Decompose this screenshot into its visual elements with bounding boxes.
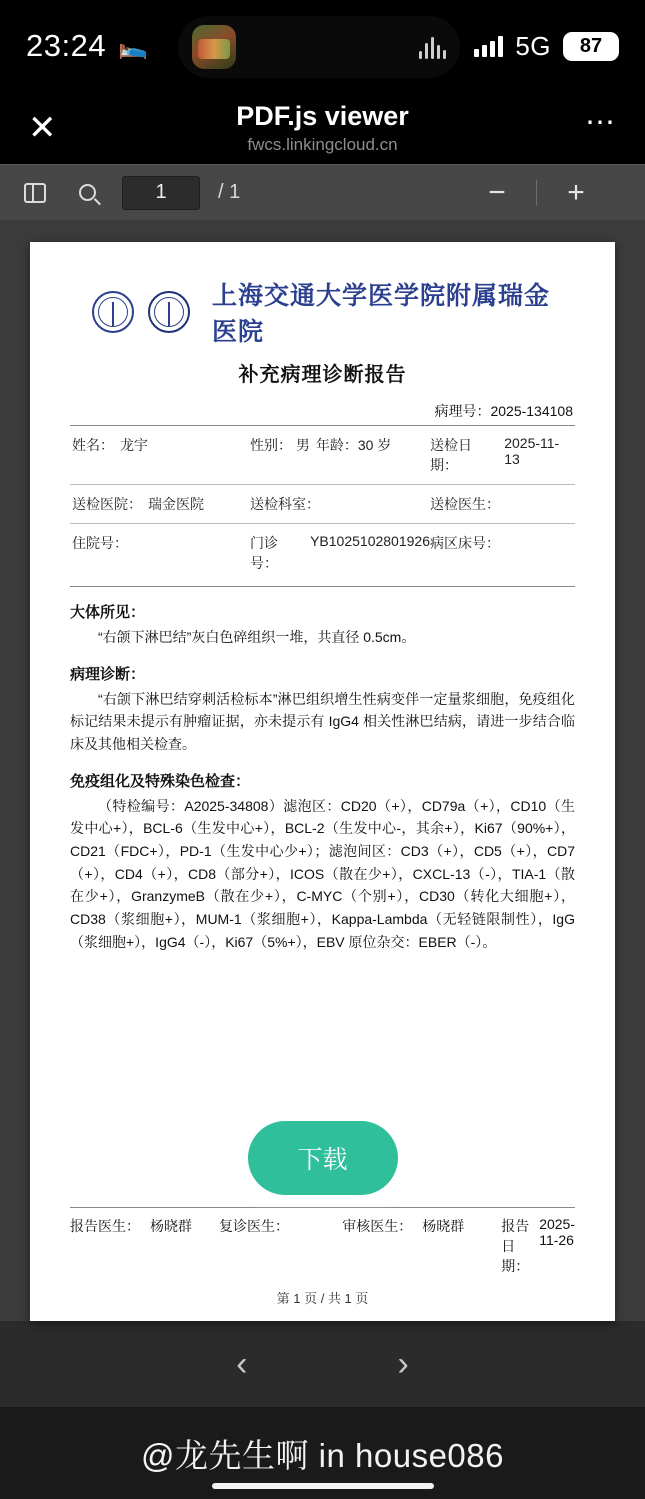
field-label: 住院号： (72, 535, 128, 551)
media-thumbnail-icon[interactable] (192, 25, 236, 69)
page-number-input[interactable] (122, 176, 200, 210)
sidebar-toggle-icon[interactable] (18, 176, 52, 210)
zoom-in-button[interactable]: + (567, 175, 585, 209)
field-label: 性别： 男 (250, 437, 310, 453)
status-time: 23:24 (26, 28, 107, 63)
app-title-block (0, 92, 645, 164)
more-options-icon[interactable]: ⋯ (585, 106, 617, 139)
battery-indicator: 87 (563, 32, 619, 61)
pdf-viewer[interactable] (0, 220, 645, 1321)
section-body-gross: “右颌下淋巴结”灰白色碎组织一堆，共直径 0.5cm。 (98, 629, 416, 645)
pdf-toolbar (0, 164, 645, 220)
field-value: 瑞金医院 (148, 496, 204, 512)
footer-value: 2025-11-26 (539, 1216, 576, 1249)
footer-label: 报告医生： (70, 1218, 140, 1235)
field-label: 送检医生： (430, 496, 500, 512)
download-button[interactable]: 下载 (248, 1121, 398, 1195)
page-title: PDF.js viewer (236, 101, 409, 131)
report-title: 补充病理诊断报告 (238, 364, 407, 386)
field-label: 送检医院： (72, 496, 142, 512)
footer-label: 复诊医生： (219, 1218, 290, 1235)
field-label: 姓名： (72, 437, 114, 453)
footer-label: 审核医生： (342, 1218, 413, 1235)
field-value: YB1025102801926 (310, 533, 430, 549)
zoom-controls (482, 175, 627, 209)
field-label: 送检日期： (430, 437, 472, 473)
section-body-diagnosis: “右颌下淋巴结穿刺活检标本”淋巴组织增生性病变伴一定量浆细胞，免疫组化标记结果未提示有肿瘤证据，亦未提示有 IgG4 相关性淋巴结病，请进一步结合临床及其他相关检查。 (70, 690, 575, 753)
section-heading-gross: 大体所见： (70, 604, 146, 621)
toolbar-divider (536, 180, 537, 206)
signal-strength-icon (474, 35, 503, 57)
network-type-label: 5G (515, 30, 551, 61)
status-indicators (474, 31, 619, 62)
zoom-out-button[interactable]: − (488, 175, 506, 209)
watermark-bar (0, 1407, 645, 1499)
page-total-label: / 1 (218, 181, 241, 203)
app-header (0, 92, 645, 164)
patient-info-row (70, 426, 575, 484)
chevron-left-icon[interactable]: ‹ (236, 1344, 248, 1383)
status-bar (0, 0, 645, 92)
section-heading-diagnosis: 病理诊断： (70, 665, 146, 683)
audio-waveform-icon (419, 35, 446, 59)
field-value: 2025-11-13 (504, 435, 560, 467)
report-footer (70, 1208, 575, 1276)
footer-value: 杨晓群 (422, 1218, 465, 1235)
field-label: 病区床号： (430, 535, 500, 551)
section-heading-immunohistochemistry: 免疫组化及特殊染色检查： (70, 772, 251, 790)
footer-value: 杨晓群 (150, 1218, 192, 1235)
report-number-value: 2025-134108 (490, 403, 573, 419)
hospital-name: 上海交通大学医学院附属瑞金医院 (212, 282, 551, 346)
dynamic-island[interactable] (178, 16, 460, 78)
divider (70, 586, 575, 587)
close-icon[interactable]: ✕ (28, 109, 57, 147)
page-url: fwcs.linkingcloud.cn (247, 135, 398, 154)
chevron-right-icon[interactable]: › (397, 1344, 409, 1383)
patient-info-row (70, 485, 575, 523)
home-indicator[interactable] (212, 1483, 434, 1489)
search-icon[interactable] (70, 176, 104, 210)
field-value: 龙宇 (120, 437, 148, 453)
hospital-logo-icon (92, 291, 134, 333)
document-header (70, 276, 575, 348)
patient-info-row (70, 524, 575, 582)
footer-label: 报告日期： (501, 1218, 530, 1275)
field-value: 年龄：30 岁 (315, 437, 392, 453)
download-button-wrapper (0, 1121, 645, 1195)
field-label: 门诊号： (250, 535, 278, 571)
report-number-label: 病理号： (434, 403, 491, 419)
section-body-immunohistochemistry: （特检编号：A2025-34808）滤泡区：CD20（+），CD79a（+），CD10（生发中心+），BCL-6（生发中心+），BCL-2（生发中心-，其余+），Ki67（90%+），CD21（FDC+），PD-1（生发中心少+）；滤泡间区：CD3（+），CD5（+），CD7（+），CD4（+），CD8（部分+），ICOS（散在少+），CXCL-13（-），TIA-1（散在少+），GranzymeB（散在少+），C-MYC（个别+），CD30（转化大细胞+），CD38（浆细胞+），MUM-1（浆细胞+），Kappa-Lambda（无轻链限制性），IgG（浆细胞+），IgG4（-），Ki67（5%+），EBV 原位杂交：EBER（-）。 (70, 797, 575, 950)
browser-navigation-bar (0, 1321, 645, 1407)
hospital-emblem-icon (148, 291, 190, 333)
bed-icon: 🛌 (118, 32, 148, 60)
report-number (70, 401, 575, 421)
page-count-label: 第 1 页 / 共 1 页 (276, 1291, 369, 1307)
field-label: 送检科室： (250, 496, 320, 512)
watermark-text: @龙先生啊 in house086 (141, 1436, 504, 1474)
